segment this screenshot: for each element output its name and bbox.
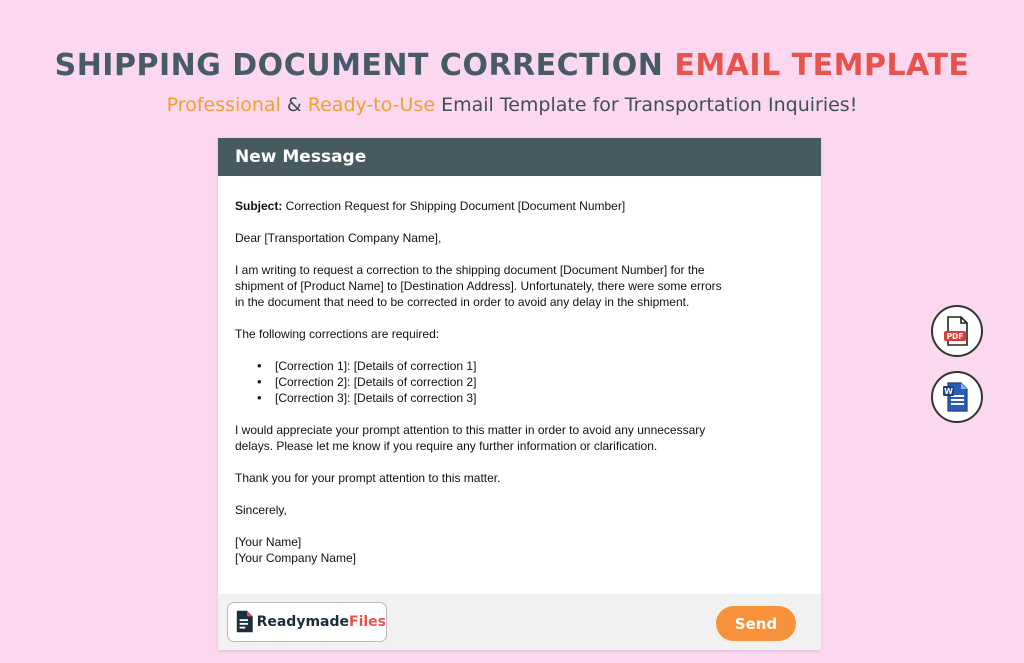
page-title: [0, 48, 1024, 83]
pdf-icon-label: PDF: [946, 332, 964, 341]
email-body[interactable]: [218, 176, 821, 566]
thanks-line: Thank you for your prompt attention to this matter.: [235, 471, 501, 485]
document-logo-icon: [234, 609, 255, 635]
subject-line: [235, 198, 804, 214]
window-title: New Message: [218, 138, 821, 176]
logo-text-accent: Files: [349, 614, 386, 630]
title-accent: EMAIL TEMPLATE: [674, 48, 970, 83]
send-button[interactable]: Send: [716, 606, 796, 641]
title-main: SHIPPING DOCUMENT CORRECTION: [54, 48, 664, 83]
readymadefiles-logo: [227, 602, 387, 642]
signature-company: [Your Company Name]: [235, 551, 356, 565]
paragraph-request: I would appreciate your prompt attention to this matter in order to avoid any unnecessary delays. Please let me know if you require any further information or clarification.: [235, 423, 706, 453]
subject-label: Subject:: [235, 199, 283, 213]
list-item: • [Correction 3]: [Details of correction 3]: [235, 390, 804, 406]
signature-name: [Your Name]: [235, 535, 302, 549]
logo-text-main: Readymade: [256, 614, 349, 630]
list-item: • [Correction 1]: [Details of correction 1]: [235, 358, 804, 374]
list-item: • [Correction 2]: [Details of correction 2]: [235, 374, 804, 390]
logo-text: [257, 614, 386, 630]
subtitle-professional: Professional: [166, 94, 281, 116]
corrections-list: [235, 358, 804, 406]
word-doc-icon: [940, 380, 974, 414]
pdf-download-button[interactable]: [931, 305, 983, 357]
subject-text: Correction Request for Shipping Document [Document Number]: [282, 199, 626, 213]
subtitle-amp: &: [280, 94, 308, 116]
compose-footer: [218, 594, 821, 650]
closing-line: Sincerely,: [235, 503, 287, 517]
list-intro: The following corrections are required:: [235, 327, 440, 341]
email-compose-window: [218, 138, 821, 650]
subtitle-rest: Email Template for Transportation Inquiries!: [435, 94, 858, 116]
word-icon-label: W: [944, 387, 953, 396]
pdf-icon: [940, 314, 974, 348]
paragraph-intro: I am writing to request a correction to the shipping document [Document Number] for the shipment of [Product Name] to [Destination Address]. Unfortunately, there were some errors in the document that need to be corrected in order to avoid any delay in the shipment.: [235, 263, 722, 309]
greeting: Dear [Transportation Company Name],: [235, 231, 442, 245]
page-subtitle: [0, 94, 1024, 116]
subtitle-ready: Ready-to-Use: [307, 94, 436, 116]
word-download-button[interactable]: [931, 371, 983, 423]
